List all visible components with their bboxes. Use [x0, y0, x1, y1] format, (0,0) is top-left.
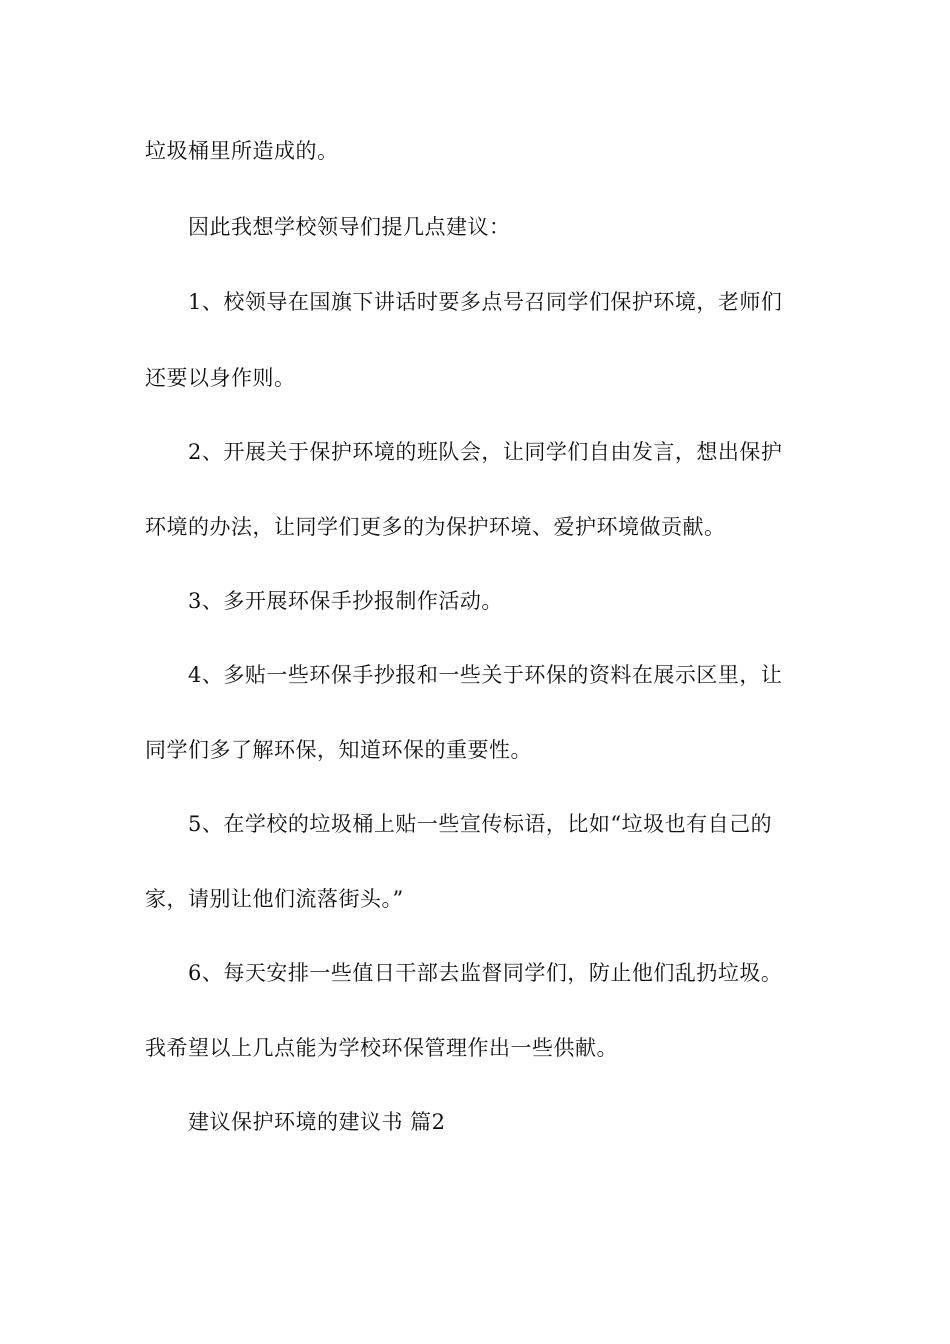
list-item-5-line: 家，请别让他们流落街头。”	[145, 887, 404, 911]
paragraph-line: 垃圾桶里所造成的。	[145, 139, 339, 163]
list-item-3-line: 3、多开展环保手抄报制作活动。	[188, 589, 503, 613]
paragraph-line: 我希望以上几点能为学校环保管理作出一些供献。	[145, 1036, 618, 1060]
list-item-1-line: 还要以身作则。	[145, 366, 296, 390]
section-heading: 建议保护环境的建议书 篇2	[188, 1110, 446, 1134]
list-item-2-line: 环境的办法，让同学们更多的为保护环境、爱护环境做贡献。	[145, 515, 726, 539]
list-item-1-line: 1、校领导在国旗下讲话时要多点号召同学们保护环境，老师们	[188, 290, 783, 314]
list-item-4-line: 同学们多了解环保，知道环保的重要性。	[145, 738, 532, 762]
paragraph-line: 因此我想学校领导们提几点建议：	[188, 215, 511, 239]
list-item-2-line: 2、开展关于保护环境的班队会，让同学们自由发言，想出保护	[188, 440, 783, 464]
list-item-5-line: 5、在学校的垃圾桶上贴一些宣传标语，比如“垃圾也有自己的	[188, 812, 773, 836]
list-item-6-line: 6、每天安排一些值日干部去监督同学们，防止他们乱扔垃圾。	[188, 961, 783, 985]
list-item-4-line: 4、多贴一些环保手抄报和一些关于环保的资料在展示区里，让	[188, 663, 783, 687]
